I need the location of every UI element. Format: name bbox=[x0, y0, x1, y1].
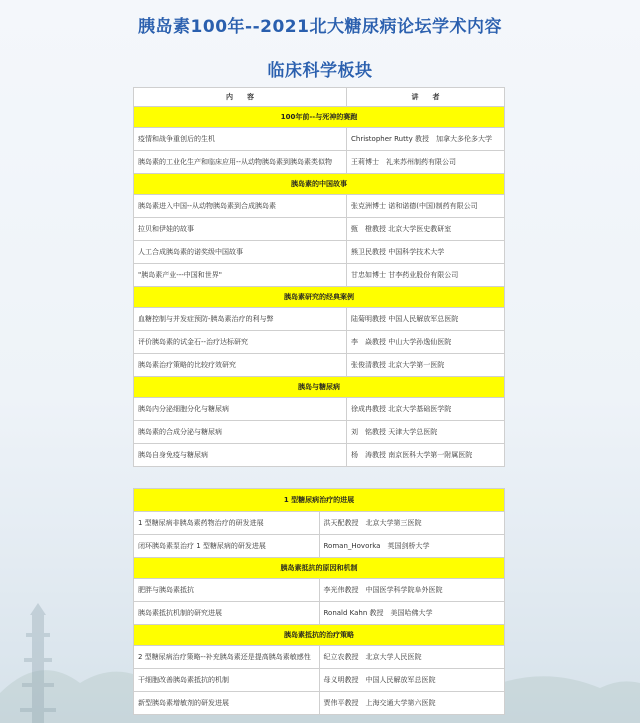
table-row bbox=[134, 218, 505, 241]
section-header bbox=[134, 287, 505, 308]
speaker-name: 张俊清教授 北京大学第一医院 bbox=[347, 354, 505, 377]
talk-title: 闭环胰岛素泵治疗 1 型糖尿病的研发进展 bbox=[134, 535, 320, 558]
table-row bbox=[134, 354, 505, 377]
speaker-name: 杨 涛教授 南京医科大学第一附属医院 bbox=[347, 444, 505, 467]
page-title: 胰岛素100年--2021北大糖尿病论坛学术内容 bbox=[138, 17, 502, 37]
talk-title: "胰岛素产业---中国和世界" bbox=[134, 264, 347, 287]
talk-title: 胰岛素抵抗机制的研究进展 bbox=[134, 602, 320, 625]
speaker-name: Roman_Hovorka 英国剑桥大学 bbox=[319, 535, 505, 558]
speaker-name: Ronald Kahn 教授 美国哈佛大学 bbox=[319, 602, 505, 625]
speaker-name: 熊卫民教授 中国科学技术大学 bbox=[347, 241, 505, 264]
section-header bbox=[134, 174, 505, 195]
talk-title: 拉贝和伊娃的故事 bbox=[134, 218, 347, 241]
section-header bbox=[134, 625, 505, 646]
table-row bbox=[134, 195, 505, 218]
section-header bbox=[134, 489, 505, 512]
speaker-name: 王莉博士 礼来苏州制药有限公司 bbox=[347, 151, 505, 174]
table-row bbox=[134, 692, 505, 715]
table-row bbox=[134, 128, 505, 151]
table-row bbox=[134, 421, 505, 444]
table-row bbox=[134, 331, 505, 354]
pagoda-silhouette bbox=[8, 603, 68, 723]
section-title: 胰岛素抵抗的原因和机制 bbox=[134, 558, 505, 579]
section-title: 胰岛素的中国故事 bbox=[134, 174, 505, 195]
section-header bbox=[134, 377, 505, 398]
program-table-continued bbox=[133, 488, 505, 715]
table-header-row bbox=[134, 88, 505, 107]
section-title: 100年前--与死神的赛跑 bbox=[134, 107, 505, 128]
talk-title: 疫情和战争重创后的生机 bbox=[134, 128, 347, 151]
talk-title: 胰岛素治疗策略的比较疗效研究 bbox=[134, 354, 347, 377]
speaker-name: 陆菊明教授 中国人民解放军总医院 bbox=[347, 308, 505, 331]
table-row bbox=[134, 669, 505, 692]
table-row bbox=[134, 151, 505, 174]
page-subtitle: 临床科学板块 bbox=[267, 61, 373, 81]
section-header bbox=[134, 558, 505, 579]
talk-title: 肥胖与胰岛素抵抗 bbox=[134, 579, 320, 602]
section-title: 1 型糖尿病治疗的进展 bbox=[134, 489, 505, 512]
speaker-name: 甘忠如博士 甘李药业股份有限公司 bbox=[347, 264, 505, 287]
talk-title: 胰岛素的工业化生产和临床应用--从动物胰岛素到胰岛素类似物 bbox=[134, 151, 347, 174]
table-row bbox=[134, 264, 505, 287]
talk-title: 胰岛素进入中国--从动物胰岛素到合成胰岛素 bbox=[134, 195, 347, 218]
table-row bbox=[134, 444, 505, 467]
speaker-name: 徐成冉教授 北京大学基础医学院 bbox=[347, 398, 505, 421]
speaker-name: 甄 橙教授 北京大学医史教研室 bbox=[347, 218, 505, 241]
section-header bbox=[134, 107, 505, 128]
speaker-name: 刘 铭教授 天津大学总医院 bbox=[347, 421, 505, 444]
talk-title: 血糖控制与并发症预防-胰岛素治疗的利与弊 bbox=[134, 308, 347, 331]
talk-title: 2 型糖尿病治疗策略--补充胰岛素还是提高胰岛素敏感性 bbox=[134, 646, 320, 669]
table-row bbox=[134, 398, 505, 421]
talk-title: 1 型糖尿病非胰岛素药物治疗的研发进展 bbox=[134, 512, 320, 535]
speaker-name: 贾伟平教授 上海交通大学第六医院 bbox=[319, 692, 505, 715]
speaker-name: 李光伟教授 中国医学科学院阜外医院 bbox=[319, 579, 505, 602]
talk-title: 胰岛素的合成分泌与糖尿病 bbox=[134, 421, 347, 444]
talk-title: 新型胰岛素增敏剂的研发进展 bbox=[134, 692, 320, 715]
talk-title: 胰岛自身免疫与糖尿病 bbox=[134, 444, 347, 467]
table-row bbox=[134, 241, 505, 264]
talk-title: 人工合成胰岛素的诺奖级中国故事 bbox=[134, 241, 347, 264]
talk-title: 干细胞改善胰岛素抵抗的机制 bbox=[134, 669, 320, 692]
header-content: 内 容 bbox=[134, 88, 347, 107]
header-speaker: 讲 者 bbox=[347, 88, 505, 107]
speaker-name: 母义明教授 中国人民解放军总医院 bbox=[319, 669, 505, 692]
table-row bbox=[134, 579, 505, 602]
program-table bbox=[133, 87, 505, 467]
table-row bbox=[134, 602, 505, 625]
speaker-name: 纪立农教授 北京大学人民医院 bbox=[319, 646, 505, 669]
section-title: 胰岛与糖尿病 bbox=[134, 377, 505, 398]
talk-title: 胰岛内分泌细胞分化与糖尿病 bbox=[134, 398, 347, 421]
speaker-name: Christopher Rutty 教授 加拿大多伦多大学 bbox=[347, 128, 505, 151]
speaker-name: 李 焱教授 中山大学孙逸仙医院 bbox=[347, 331, 505, 354]
table-row bbox=[134, 512, 505, 535]
section-title: 胰岛素研究的经典案例 bbox=[134, 287, 505, 308]
table-row bbox=[134, 308, 505, 331]
table-row bbox=[134, 646, 505, 669]
speaker-name: 张克洲博士 诺和诺德(中国)制药有限公司 bbox=[347, 195, 505, 218]
speaker-name: 洪天配教授 北京大学第三医院 bbox=[319, 512, 505, 535]
table-row bbox=[134, 535, 505, 558]
section-title: 胰岛素抵抗的治疗策略 bbox=[134, 625, 505, 646]
talk-title: 评价胰岛素的试金石--治疗达标研究 bbox=[134, 331, 347, 354]
